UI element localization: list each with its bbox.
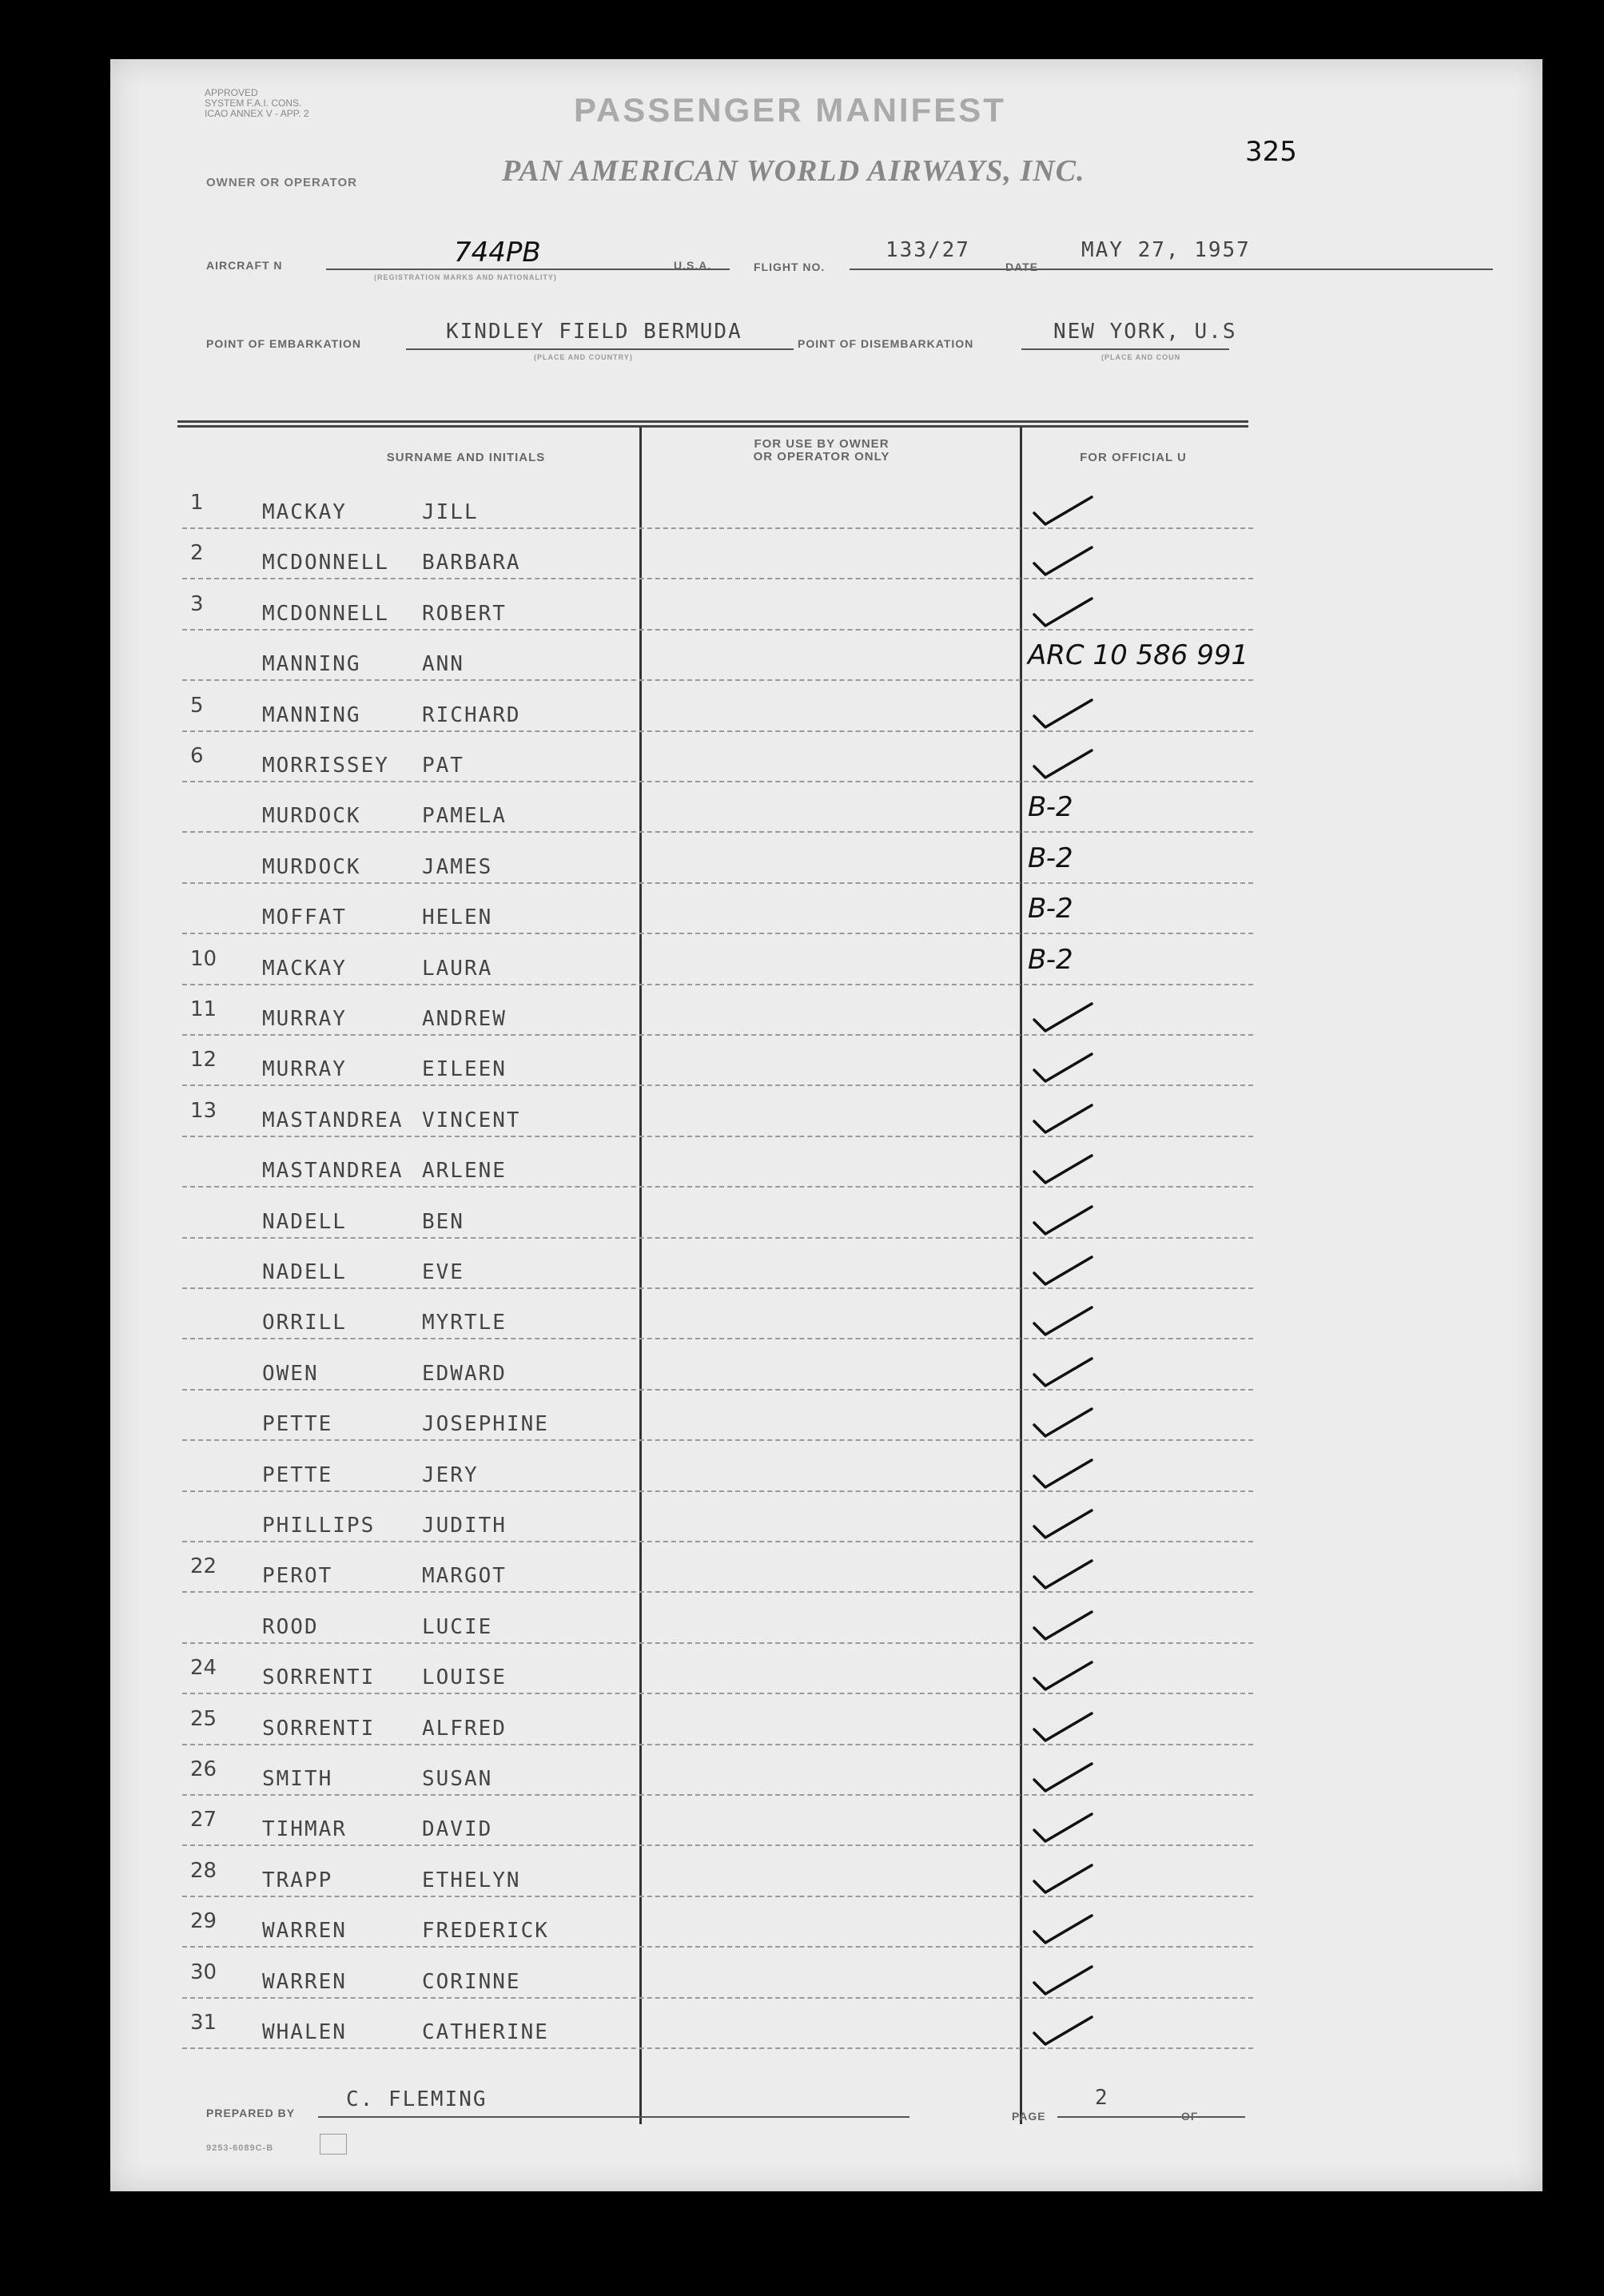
- row-number: 10: [190, 947, 217, 971]
- passenger-row: [110, 1301, 1542, 1349]
- official-notation: B-2: [1028, 842, 1073, 874]
- row-number: 2: [190, 541, 204, 565]
- row-number: 12: [190, 1048, 217, 1072]
- row-number: 22: [190, 1554, 217, 1578]
- passenger-given-name: JOSEPHINE: [422, 1412, 549, 1436]
- passenger-surname: NADELL: [262, 1210, 347, 1234]
- row-number: 29: [190, 1909, 217, 1933]
- page-underline: [1057, 2116, 1245, 2118]
- passenger-surname: MACKAY: [262, 957, 347, 981]
- passenger-row: [110, 1757, 1542, 1805]
- passenger-surname: WHALEN: [262, 2020, 347, 2044]
- passenger-surname: OWEN: [262, 1362, 319, 1386]
- passenger-given-name: SUSAN: [422, 1767, 493, 1791]
- passenger-given-name: LUCIE: [422, 1615, 493, 1639]
- usa-label: U.S.A.: [674, 259, 712, 272]
- passenger-given-name: JUDITH: [422, 1514, 507, 1538]
- passenger-surname: MURRAY: [262, 1057, 347, 1081]
- passenger-surname: MASTANDREA: [262, 1108, 404, 1132]
- passenger-given-name: EDWARD: [422, 1362, 507, 1386]
- passenger-surname: PHILLIPS: [262, 1514, 376, 1538]
- prepared-by-value: C. FLEMING: [346, 2087, 488, 2111]
- passenger-surname: NADELL: [262, 1260, 347, 1284]
- passenger-row: [110, 893, 1542, 944]
- page-title: PASSENGER MANIFEST: [574, 91, 1006, 129]
- company-name: PAN AMERICAN WORLD AIRWAYS, INC.: [502, 154, 1085, 188]
- check-mark-icon: [1031, 1607, 1095, 1642]
- check-mark-icon: [1031, 1809, 1095, 1844]
- aircraft-sub-label: (REGISTRATION MARKS AND NATIONALITY): [374, 273, 557, 281]
- embarkation-label: POINT OF EMBARKATION: [206, 337, 361, 350]
- passenger-given-name: CATHERINE: [422, 2020, 549, 2044]
- check-mark-icon: [1031, 2012, 1095, 2047]
- manifest-page: [110, 59, 1542, 2191]
- passenger-surname: WARREN: [262, 1970, 347, 1994]
- passenger-given-name: ANN: [422, 652, 464, 676]
- passenger-row: [110, 639, 1542, 690]
- check-mark-icon: [1031, 1911, 1095, 1946]
- page-label: PAGE: [1012, 2110, 1046, 2123]
- approval-stamp-text: APPROVED SYSTEM F.A.I. CONS. ICAO ANNEX V - APP. 2: [205, 87, 309, 119]
- column-surname-header: SURNAME AND INITIALS: [386, 451, 546, 464]
- aircraft-underline: [326, 269, 730, 270]
- check-mark-icon: [1031, 1860, 1095, 1896]
- passenger-row: [110, 1251, 1542, 1299]
- date-underline: [1045, 269, 1493, 270]
- check-mark-icon: [1031, 746, 1095, 781]
- passenger-row: [110, 1454, 1542, 1502]
- check-mark-icon: [1031, 1455, 1095, 1490]
- passenger-row: [110, 1909, 1542, 1957]
- passenger-row: [110, 1149, 1542, 1197]
- check-mark-icon: [1031, 1354, 1095, 1389]
- passenger-surname: PEROT: [262, 1564, 333, 1588]
- check-mark-icon: [1031, 1506, 1095, 1541]
- passenger-row: [110, 541, 1542, 589]
- check-mark-icon: [1031, 1962, 1095, 1997]
- aircraft-label: AIRCRAFT N: [206, 259, 283, 272]
- disembarkation-underline: [1021, 348, 1229, 350]
- passenger-surname: ROOD: [262, 1615, 319, 1639]
- passenger-surname: SORRENTI: [262, 1665, 376, 1689]
- printer-stamp-icon: [320, 2134, 347, 2155]
- passenger-surname: MURDOCK: [262, 804, 361, 828]
- row-number: 11: [190, 997, 217, 1021]
- owner-label: OWNER OR OPERATOR: [206, 176, 357, 189]
- official-notation: B-2: [1028, 944, 1073, 976]
- passenger-given-name: PAMELA: [422, 804, 507, 828]
- passenger-surname: PETTE: [262, 1412, 333, 1436]
- check-mark-icon: [1031, 1404, 1095, 1439]
- check-mark-icon: [1031, 1202, 1095, 1237]
- check-mark-icon: [1031, 492, 1095, 527]
- embarkation-value: KINDLEY FIELD BERMUDA: [446, 320, 742, 344]
- passenger-row: [110, 1200, 1542, 1248]
- passenger-row: [110, 1960, 1542, 2008]
- passenger-given-name: ROBERT: [422, 602, 507, 626]
- passenger-row: [110, 1707, 1542, 1755]
- passenger-given-name: LAURA: [422, 957, 493, 981]
- passenger-surname: MCDONNELL: [262, 602, 389, 626]
- passenger-given-name: DAVID: [422, 1817, 493, 1841]
- passenger-row: [110, 1859, 1542, 1907]
- check-mark-icon: [1031, 1049, 1095, 1084]
- document-number: 325: [1245, 136, 1297, 168]
- passenger-row: [110, 944, 1542, 995]
- passenger-surname: MOFFAT: [262, 905, 347, 929]
- passenger-surname: WARREN: [262, 1919, 347, 1943]
- row-number: 30: [190, 1960, 217, 1984]
- table-top-rule: [177, 420, 1248, 423]
- disembarkation-sub-label: (PLACE AND COUN: [1101, 353, 1181, 361]
- check-mark-icon: [1031, 594, 1095, 629]
- check-mark-icon: [1031, 1759, 1095, 1794]
- passenger-row: [110, 1099, 1542, 1147]
- passenger-surname: MURDOCK: [262, 855, 361, 879]
- flight-label: FLIGHT NO.: [754, 261, 826, 273]
- of-label: OF: [1181, 2110, 1199, 2123]
- passenger-row: [110, 1504, 1542, 1552]
- row-number: 5: [190, 694, 204, 718]
- passenger-given-name: RICHARD: [422, 703, 521, 727]
- passenger-row: [110, 997, 1542, 1045]
- passenger-given-name: MARGOT: [422, 1564, 507, 1588]
- column-official-header: FOR OFFICIAL U: [1080, 451, 1187, 464]
- check-mark-icon: [1031, 1657, 1095, 1693]
- passenger-surname: PETTE: [262, 1463, 333, 1487]
- passenger-surname: SORRENTI: [262, 1717, 376, 1741]
- passenger-row: [110, 694, 1542, 742]
- passenger-given-name: JAMES: [422, 855, 493, 879]
- row-number: 31: [190, 2011, 217, 2035]
- passenger-given-name: EVE: [422, 1260, 464, 1284]
- passenger-surname: MANNING: [262, 703, 361, 727]
- column-owner-header: FOR USE BY OWNER OR OPERATOR ONLY: [753, 437, 890, 464]
- passenger-row: [110, 744, 1542, 792]
- official-notation: B-2: [1028, 791, 1073, 823]
- flight-value: 133/27: [886, 238, 970, 262]
- embarkation-underline: [406, 348, 794, 350]
- date-label: DATE: [1005, 261, 1039, 273]
- passenger-given-name: EILEEN: [422, 1057, 507, 1081]
- embarkation-sub-label: (PLACE AND COUNTRY): [534, 353, 633, 361]
- row-number: 13: [190, 1099, 217, 1123]
- passenger-surname: MURRAY: [262, 1007, 347, 1031]
- table-top-rule-2: [177, 425, 1248, 428]
- check-mark-icon: [1031, 1100, 1095, 1136]
- passenger-given-name: LOUISE: [422, 1665, 507, 1689]
- row-number: 25: [190, 1707, 217, 1731]
- passenger-row: [110, 1403, 1542, 1450]
- row-number: 24: [190, 1656, 217, 1680]
- passenger-row: [110, 592, 1542, 640]
- aircraft-value: 744PB: [454, 237, 541, 269]
- passenger-surname: MORRISSEY: [262, 754, 389, 778]
- passenger-row: [110, 1808, 1542, 1856]
- passenger-given-name: JERY: [422, 1463, 479, 1487]
- passenger-row: [110, 1352, 1542, 1400]
- passenger-given-name: MYRTLE: [422, 1311, 507, 1335]
- official-notation: B-2: [1028, 893, 1073, 925]
- passenger-given-name: ANDREW: [422, 1007, 507, 1031]
- row-number: 1: [190, 491, 204, 515]
- prepared-by-underline: [318, 2116, 909, 2118]
- row-number: 6: [190, 744, 204, 768]
- passenger-given-name: ETHELYN: [422, 1868, 521, 1892]
- page-value: 2: [1095, 2086, 1109, 2110]
- passenger-given-name: FREDERICK: [422, 1919, 549, 1943]
- passenger-given-name: CORINNE: [422, 1970, 521, 1994]
- form-code: 9253-6089C-B: [206, 2143, 274, 2153]
- passenger-given-name: BARBARA: [422, 551, 521, 575]
- passenger-row: [110, 1656, 1542, 1704]
- date-value: MAY 27, 1957: [1081, 238, 1251, 262]
- check-mark-icon: [1031, 1151, 1095, 1186]
- passenger-surname: SMITH: [262, 1767, 333, 1791]
- check-mark-icon: [1031, 1303, 1095, 1338]
- passenger-surname: MCDONNELL: [262, 551, 389, 575]
- passenger-row: [110, 791, 1542, 842]
- passenger-row: [110, 491, 1542, 539]
- passenger-row: [110, 1606, 1542, 1653]
- row-number: 26: [190, 1757, 217, 1781]
- passenger-given-name: JILL: [422, 500, 479, 524]
- check-mark-icon: [1031, 1252, 1095, 1287]
- passenger-surname: MANNING: [262, 652, 361, 676]
- check-mark-icon: [1031, 1709, 1095, 1744]
- disembarkation-value: NEW YORK, U.S: [1053, 320, 1237, 344]
- passenger-given-name: BEN: [422, 1210, 464, 1234]
- row-number: 27: [190, 1808, 217, 1832]
- passenger-row: [110, 842, 1542, 893]
- passenger-given-name: ALFRED: [422, 1717, 507, 1741]
- check-mark-icon: [1031, 543, 1095, 578]
- passenger-surname: MASTANDREA: [262, 1159, 404, 1183]
- passenger-row: [110, 1048, 1542, 1096]
- passenger-surname: TIHMAR: [262, 1817, 347, 1841]
- passenger-row: [110, 2011, 1542, 2059]
- passenger-surname: MACKAY: [262, 500, 347, 524]
- passenger-surname: ORRILL: [262, 1311, 347, 1335]
- disembarkation-label: POINT OF DISEMBARKATION: [798, 337, 974, 350]
- passenger-row: [110, 1554, 1542, 1602]
- check-mark-icon: [1031, 1556, 1095, 1591]
- check-mark-icon: [1031, 999, 1095, 1034]
- passenger-given-name: VINCENT: [422, 1108, 521, 1132]
- passenger-given-name: PAT: [422, 754, 464, 778]
- row-number: 28: [190, 1859, 217, 1883]
- passenger-given-name: HELEN: [422, 905, 493, 929]
- row-number: 3: [190, 592, 204, 616]
- official-notation: ARC 10 586 991: [1028, 639, 1249, 671]
- passenger-surname: TRAPP: [262, 1868, 333, 1892]
- passenger-given-name: ARLENE: [422, 1159, 507, 1183]
- prepared-by-label: PREPARED BY: [206, 2107, 296, 2119]
- check-mark-icon: [1031, 695, 1095, 730]
